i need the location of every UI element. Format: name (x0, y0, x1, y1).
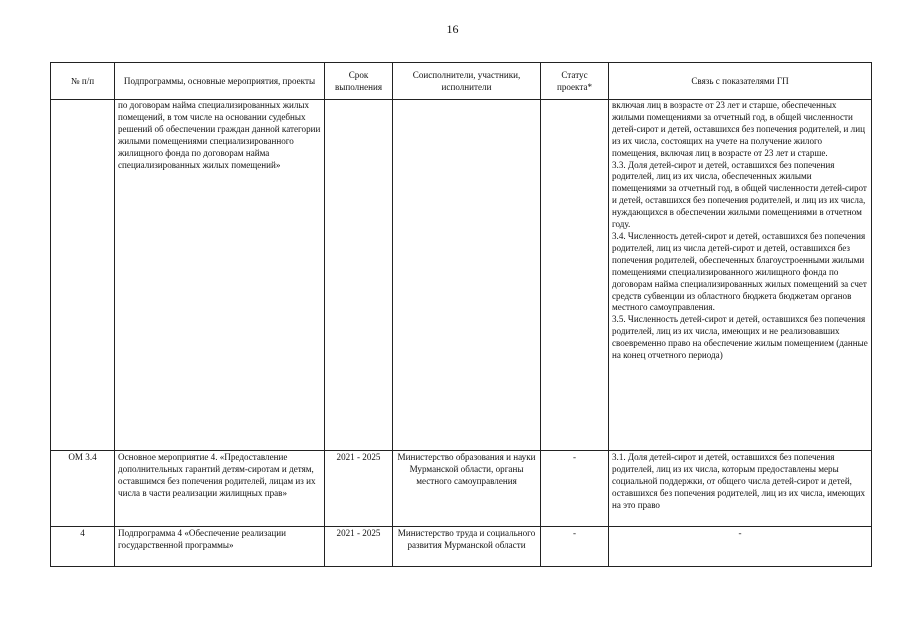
indicator-text: - (738, 528, 742, 538)
cell-link (609, 451, 872, 527)
cell-executors: Министерство образования и науки Мурманской области, органы местного самоуправления (393, 451, 541, 527)
indicator-text: 3.4. Численность детей-сирот и детей, оставшихся без попечения родителей, лиц из числа детей-сирот и детей, оставшихся без попечения родителей, обеспеченных благоустроенными жилыми помещениями специализированного жилищного фонда по договорам найма специализированных жилых помещений за счет средств субвенции из областного бюджета бюджетам органов местного самоуправления. (612, 230, 867, 313)
cell-program: Подпрограмма 4 «Обеспечение реализации государственной программы» (115, 527, 325, 567)
cell-term: 2021 - 2025 (325, 451, 393, 527)
cell-executors: Министерство труда и социального развития Мурманской области (393, 527, 541, 567)
indicator-text: 3.3. Доля детей-сирот и детей, оставшихся без попечения родителей, лиц из их числа, обеспеченных жилыми помещениями за отчетный год, в общей численности детей-сирот и детей, оставшихся без попечения родителей, и лиц из их числа, нуждающихся в обеспечении жилыми помещениями в отчетном году. (612, 159, 867, 230)
cell-status: - (541, 451, 609, 527)
page-number: 16 (446, 22, 459, 36)
cell-num (51, 100, 115, 451)
cell-link (609, 527, 872, 567)
cell-program: Основное мероприятие 4. «Предоставление дополнительных гарантий детям-сиротам и детям, оставшимся без попечения родителей, лицам из их числа в части реализации жилищных прав» (115, 451, 325, 527)
cell-term: 2021 - 2025 (325, 527, 393, 567)
header-programs: Подпрограммы, основные мероприятия, проекты (115, 63, 325, 100)
cell-num: 4 (51, 527, 115, 567)
header-link: Связь с показателями ГП (609, 63, 872, 100)
program-table (50, 62, 872, 567)
indicator-text: включая лиц в возрасте от 23 лет и старше, обеспеченных жилыми помещениями за отчетный год, в общей численности детей-сирот и детей, оставшихся без попечения родителей, и лиц из их числа, состоящих на учете на получение жилого помещения, включая лиц в возрасте от 23 лет и старше. (612, 100, 865, 158)
table-row (51, 527, 872, 567)
cell-link (609, 100, 872, 451)
cell-term (325, 100, 393, 451)
cell-executors (393, 100, 541, 451)
header-term: Срок выполнения (325, 63, 393, 100)
cell-status (541, 100, 609, 451)
header-status: Статус проекта* (541, 63, 609, 100)
indicator-text: 3.1. Доля детей-сирот и детей, оставшихся без попечения родителей, лиц из их числа, которым предоставлены меры социальной поддержки, от общего числа детей-сирот и детей, оставшихся без попечения родителей, лиц из их числа, имеющих на это право (612, 452, 866, 510)
table-header-row (51, 63, 872, 100)
cell-status: - (541, 527, 609, 567)
table-row (51, 451, 872, 527)
header-num: № п/п (51, 63, 115, 100)
table-row (51, 100, 872, 451)
cell-program: по договорам найма специализированных жилых помещений, в том числе на основании судебных решений об обеспечении граждан данной категории жилыми помещениями специализированного жилищного фонда по договорам найма специализированных жилых помещений» (115, 100, 325, 451)
header-executors: Соисполнители, участники, исполнители (393, 63, 541, 100)
indicator-text: 3.5. Численность детей-сирот и детей, оставшихся без попечения родителей, лиц из их числа, имеющих и не реализовавших своевременно право на обеспечение жилым помещением (данные на конец отчетного периода) (612, 314, 868, 361)
cell-num: ОМ 3.4 (51, 451, 115, 527)
